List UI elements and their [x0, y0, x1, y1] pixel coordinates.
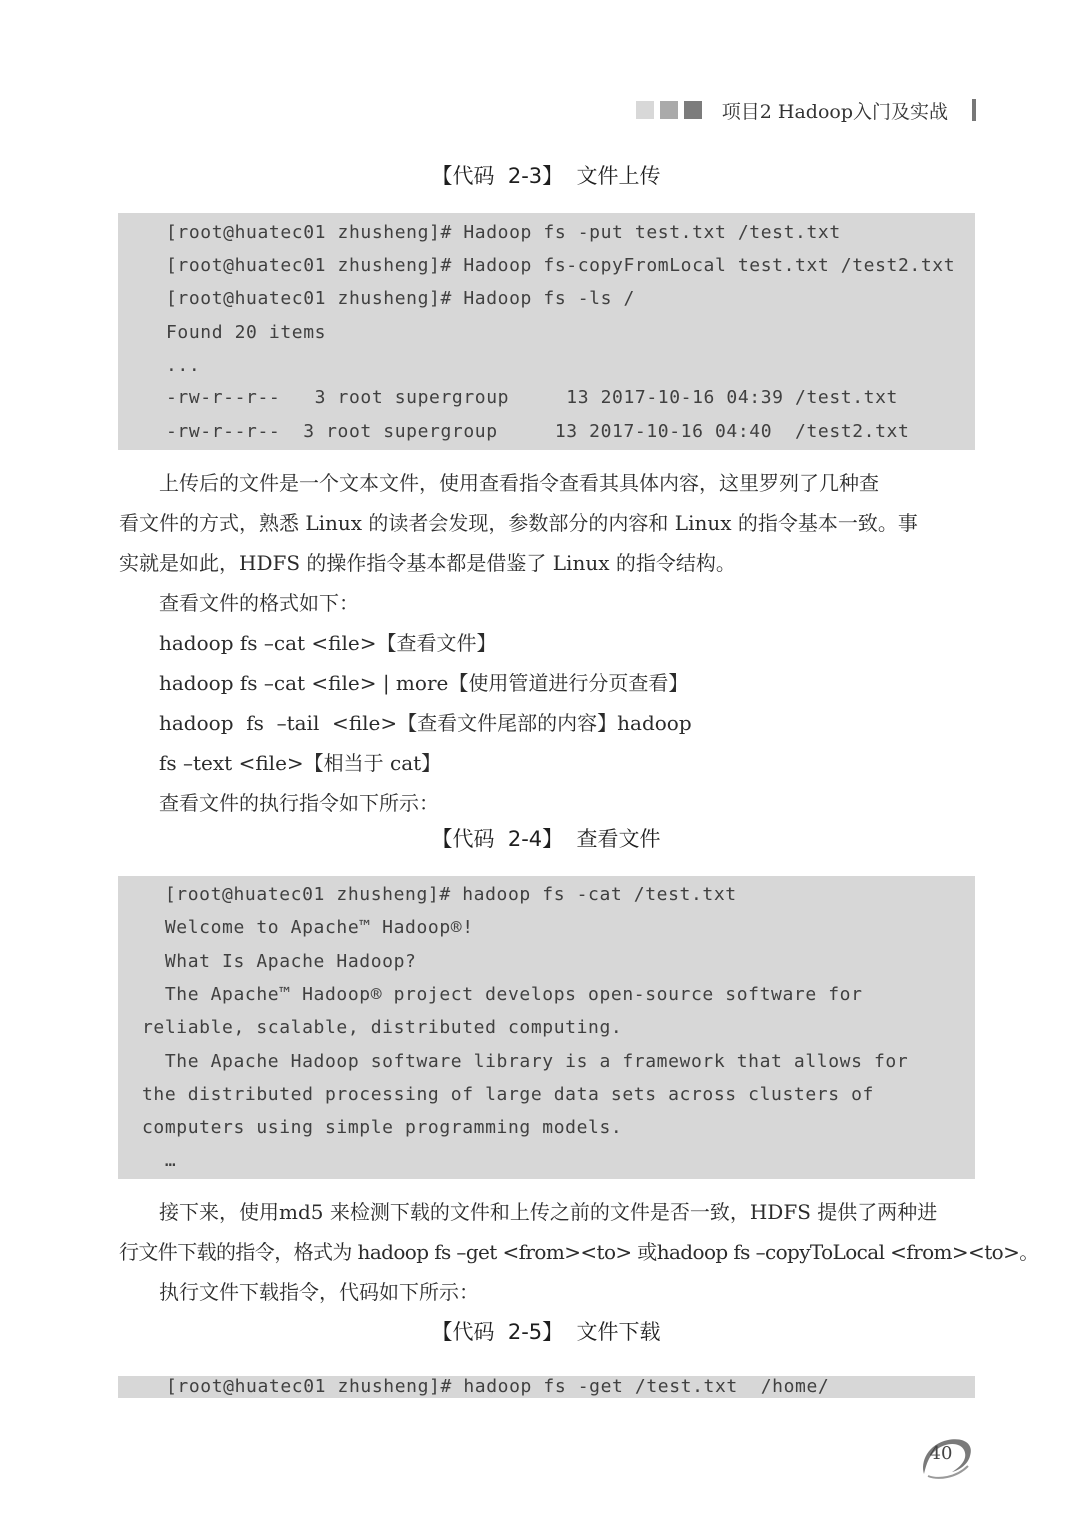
code-line: The Apache™ Hadoop® project develops open-source software for [142, 984, 863, 1005]
code-line: [root@huatec01 zhusheng]# Hadoop fs -ls / [166, 288, 635, 309]
page-number: 40 [929, 1443, 953, 1464]
code-line: The Apache Hadoop software library is a framework that allows for [142, 1051, 909, 1072]
header-title: 项目2 Hadoop入门及实战 [721, 100, 948, 123]
code-line: [root@huatec01 zhusheng]# hadoop fs -get /test.txt /home/ [166, 1376, 830, 1397]
code-line: ... [166, 355, 201, 376]
paragraph-line: 上传后的文件是一个文本文件，使用查看指令查看其具体内容，这里罗列了几种查 [119, 471, 879, 495]
code-2-4-block [118, 876, 975, 1179]
code-line: reliable, scalable, distributed computing. [142, 1017, 623, 1038]
code-line: -rw-r--r-- 3 root supergroup 13 2017-10-16 04:40 /test2.txt [166, 421, 910, 442]
paragraph-line: 执行文件下载指令，代码如下所示： [119, 1280, 479, 1304]
code-line: Found 20 items [166, 322, 327, 343]
paragraph-line: fs –text <file>【相当于 cat】 [119, 751, 442, 775]
code-line: computers using simple programming models. [142, 1117, 623, 1138]
paragraph-download [119, 1192, 1039, 1312]
paragraph-line: 查看文件的执行指令如下所示： [119, 791, 439, 815]
paragraph-view-files [119, 463, 977, 823]
code-2-3-title: 【代码 2-3】 文件上传 [431, 164, 661, 188]
code-2-3-block [118, 213, 975, 450]
paragraph-line: 行文件下载的指令，格式为 hadoop fs –get <from><to> 或hadoop fs –copyToLocal <from><to>。 [119, 1240, 1039, 1264]
code-line: [root@huatec01 zhusheng]# hadoop fs -cat /test.txt [142, 884, 737, 905]
code-2-5-title: 【代码 2-5】 文件下载 [431, 1320, 661, 1344]
header-bar [972, 99, 976, 121]
code-2-5-block [118, 1376, 975, 1398]
paragraph-line: 实就是如此，HDFS 的操作指令基本都是借鉴了 Linux 的指令结构。 [119, 551, 736, 575]
paragraph-line: hadoop fs –cat <file> | more【使用管道进行分页查看】 [119, 671, 689, 695]
code-line: the distributed processing of large data sets across clusters of [142, 1084, 874, 1105]
header-square-light [636, 101, 654, 119]
paragraph-line: 看文件的方式，熟悉 Linux 的读者会发现，参数部分的内容和 Linux 的指令基本一致。事 [119, 511, 918, 535]
code-line: [root@huatec01 zhusheng]# Hadoop fs -put test.txt /test.txt [166, 222, 841, 243]
code-2-4-title: 【代码 2-4】 查看文件 [431, 827, 661, 851]
header-square-mid [660, 101, 678, 119]
code-line: [root@huatec01 zhusheng]# Hadoop fs-copyFromLocal test.txt /test2.txt [166, 255, 956, 276]
paragraph-line: hadoop fs –cat <file>【查看文件】 [119, 631, 497, 655]
header-square-dark [684, 101, 702, 119]
page-number-badge [918, 1432, 978, 1482]
paragraph-line: 查看文件的格式如下： [119, 591, 359, 615]
code-line: … [142, 1150, 177, 1171]
running-header [636, 96, 982, 124]
code-line: -rw-r--r-- 3 root supergroup 13 2017-10-16 04:39 /test.txt [166, 387, 898, 408]
code-line: What Is Apache Hadoop? [142, 951, 417, 972]
code-line: Welcome to Apache™ Hadoop®! [142, 917, 474, 938]
paragraph-line: hadoop fs –tail <file>【查看文件尾部的内容】hadoop [119, 711, 692, 735]
paragraph-line: 接下来，使用md5 来检测下载的文件和上传之前的文件是否一致，HDFS 提供了两种进 [119, 1200, 938, 1224]
